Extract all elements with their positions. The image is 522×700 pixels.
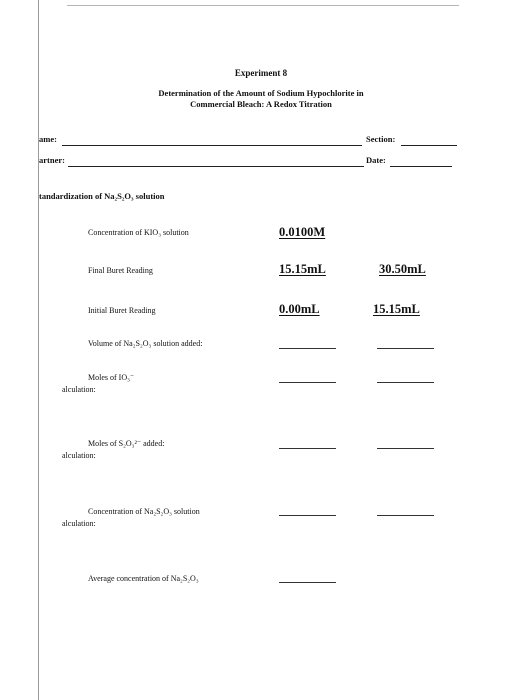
final-buret-trial2: 30.50mL <box>379 262 426 276</box>
initial-buret-trial2: 15.15mL <box>373 302 420 316</box>
na2s2o3-concentration-trial2-field[interactable] <box>377 515 434 516</box>
date-label: Date: <box>366 155 386 165</box>
volume-added-trial1-field[interactable] <box>279 348 336 349</box>
name-label: ame: <box>39 134 57 144</box>
moles-s2o3-calculation-label: alculation: <box>62 451 96 460</box>
kio3-concentration-label: Concentration of KIO₃ solution <box>88 228 189 237</box>
final-buret-label: Final Buret Reading <box>88 266 153 275</box>
section-field[interactable] <box>401 145 457 146</box>
date-field[interactable] <box>390 166 452 167</box>
final-buret-trial1: 15.15mL <box>279 262 326 276</box>
volume-added-trial2-field[interactable] <box>377 348 434 349</box>
experiment-title: Experiment 8 <box>234 68 288 78</box>
moles-io3-trial1-field[interactable] <box>279 382 336 383</box>
experiment-subtitle-line1: Determination of the Amount of Sodium Hypochlorite in <box>158 88 364 98</box>
na2s2o3-calculation-label: alculation: <box>62 519 96 528</box>
moles-s2o3-trial2-field[interactable] <box>377 448 434 449</box>
partner-label: artner: <box>39 155 65 165</box>
kio3-concentration-value: 0.0100M <box>279 225 326 239</box>
section-label: Section: <box>366 134 396 144</box>
section-heading: tandardization of Na₂S₂O₃ solution <box>39 191 165 201</box>
average-concentration-label: Average concentration of Na₂S₂O₃ <box>88 574 199 583</box>
top-rule <box>67 5 459 6</box>
moles-io3-trial2-field[interactable] <box>377 382 434 383</box>
volume-added-label: Volume of Na₂S₂O₃ solution added: <box>88 339 203 348</box>
moles-s2o3-label: Moles of S₂O₃²⁻ added: <box>88 439 165 448</box>
average-concentration-field[interactable] <box>279 582 336 583</box>
moles-io3-calculation-label: alculation: <box>62 385 96 394</box>
experiment-subtitle-line2: Commercial Bleach: A Redox Titration <box>190 99 332 109</box>
moles-io3-label: Moles of IO₃⁻ <box>88 373 135 382</box>
initial-buret-trial1: 0.00mL <box>279 302 320 316</box>
initial-buret-label: Initial Buret Reading <box>88 306 156 315</box>
partner-field[interactable] <box>68 166 364 167</box>
name-field[interactable] <box>62 145 362 146</box>
na2s2o3-concentration-trial1-field[interactable] <box>279 515 336 516</box>
moles-s2o3-trial1-field[interactable] <box>279 448 336 449</box>
na2s2o3-concentration-label: Concentration of Na₂S₂O₃ solution <box>88 507 200 516</box>
